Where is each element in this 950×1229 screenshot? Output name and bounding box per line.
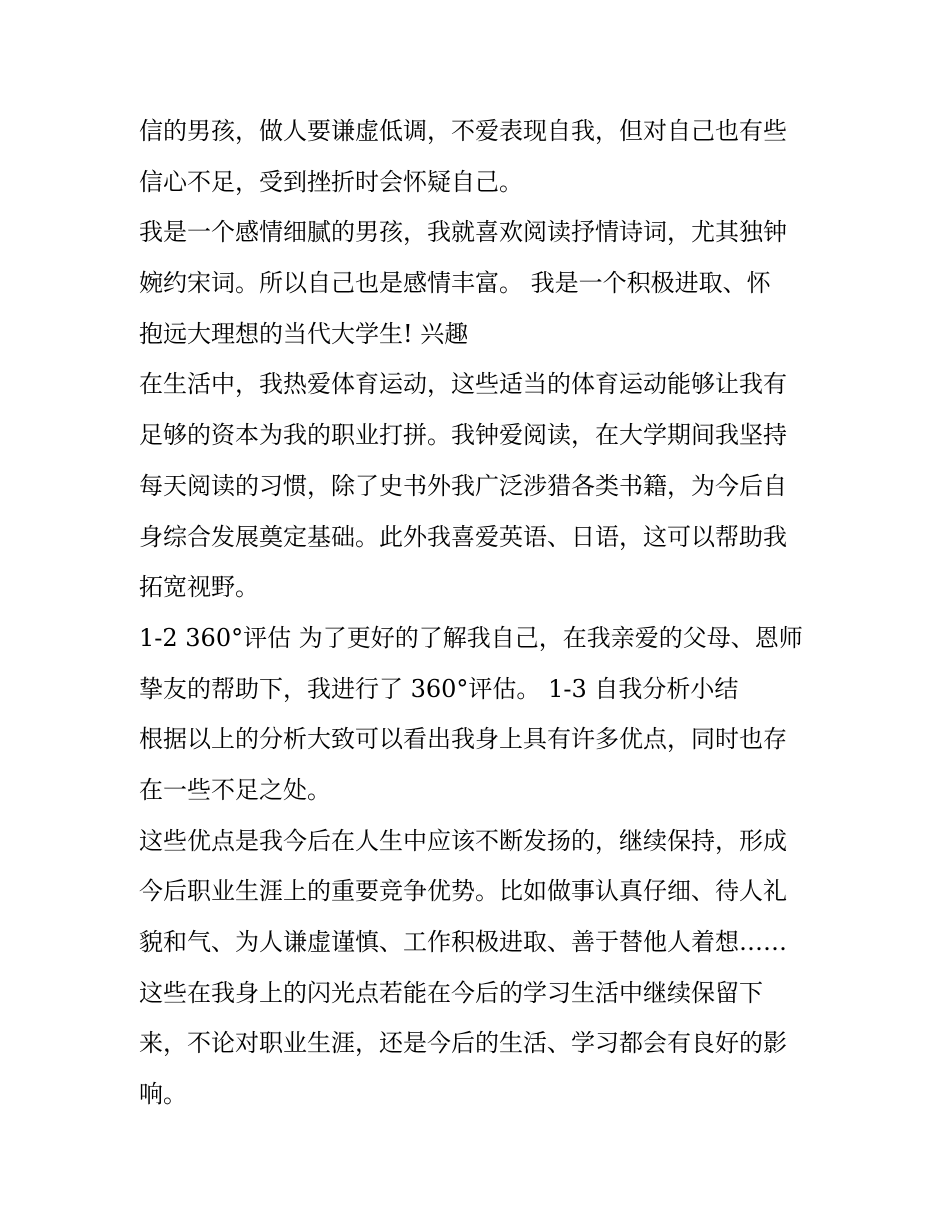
text-line-18: 这些在我身上的闪光点若能在今后的学习生活中继续保留下 [139,978,763,1007]
text-line-1: 信的男孩，做人要谦虚低调，不爱表现自我，但对自己也有些 [139,117,787,145]
text-line-9: 身综合发展奠定基础。此外我喜爱英语、日语，这可以帮助我 [139,522,787,551]
text-line-3: 我是一个感情细腻的男孩，我就喜欢阅读抒情诗词，尤其独钟 [139,218,787,247]
text-line-14: 在一些不足之处。 [139,775,331,804]
text-line-8: 每天阅读的习惯，除了史书外我广泛涉猎各类书籍，为今后自 [139,471,787,500]
text-line-6: 在生活中，我热爱体育运动，这些适当的体育运动能够让我有 [139,370,787,399]
text-line-4: 婉约宋词。所以自己也是感情丰富。 我是一个积极进取、怀 [139,269,771,298]
text-line-12: 挚友的帮助下，我进行了 360°评估。 1-3 自我分析小结 [139,674,739,703]
text-line-17: 貌和气、为人谦虚谨慎、工作积极进取、善于替他人着想…… [139,928,787,956]
text-line-20: 响。 [139,1080,187,1109]
document-body [139,106,819,1120]
text-line-5: 抱远大理想的当代大学生! 兴趣 [139,319,469,348]
text-line-15: 这些优点是我今后在人生中应该不断发扬的，继续保持，形成 [139,826,787,855]
text-line-11: 1-2 360°评估 为了更好的了解我自己，在我亲爱的父母、恩师 [139,623,803,652]
text-line-7: 足够的资本为我的职业打拼。我钟爱阅读，在大学期间我坚持 [139,421,787,450]
text-line-2: 信心不足，受到挫折时会怀疑自己。 [139,167,523,196]
text-line-19: 来，不论对职业生涯，还是今后的生活、学习都会有良好的影 [139,1029,787,1058]
text-line-16: 今后职业生涯上的重要竞争优势。比如做事认真仔细、待人礼 [139,877,787,906]
text-line-13: 根据以上的分析大致可以看出我身上具有许多优点，同时也存 [139,725,787,754]
text-line-10: 拓宽视野。 [139,573,259,602]
